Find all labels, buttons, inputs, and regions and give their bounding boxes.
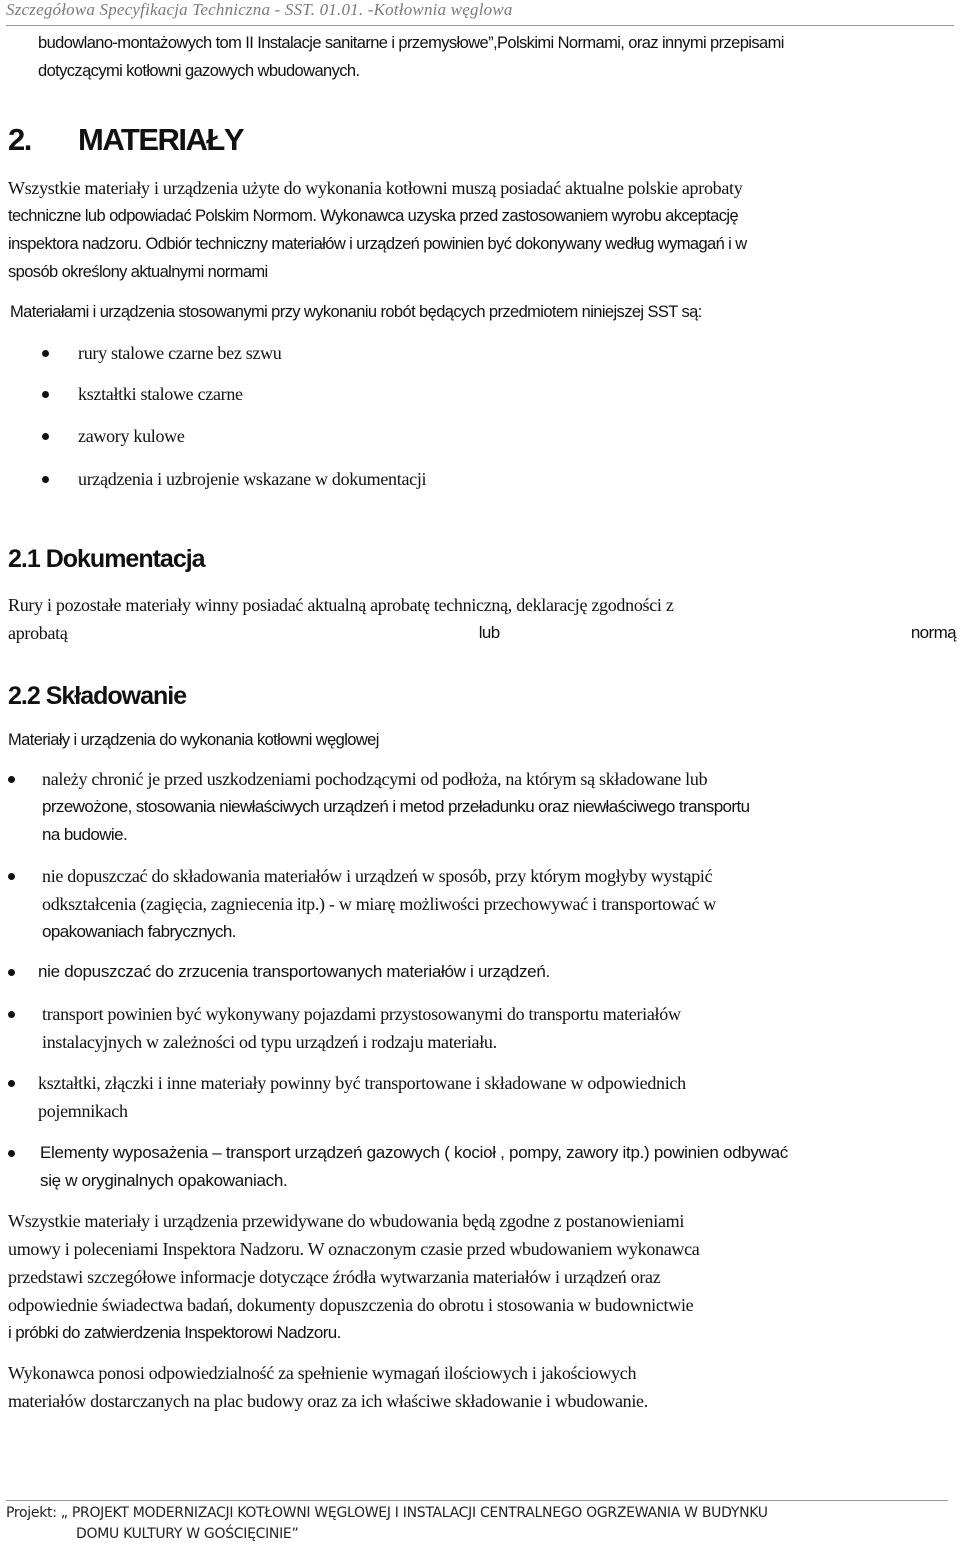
intro-line-1: budowlano-montażowych tom II Instalacje sanitarne i przemysłowe”,Polskimi Normami, oraz innymi przepisami xyxy=(38,34,784,52)
list-item: urządzenia i uzbrojenie wskazane w dokumentacji xyxy=(78,469,427,489)
section-2-paragraph xyxy=(8,174,958,286)
bullet-icon xyxy=(8,776,15,783)
list-item xyxy=(38,1069,953,1125)
intro-line-2: dotyczącymi kotłowni gazowych wbudowanych. xyxy=(38,62,360,80)
paragraph-line: i próbki do zatwierdzenia Inspektorowi Nadzoru. xyxy=(8,1323,341,1342)
paragraph-line: umowy i poleceniami Inspektora Nadzoru. W oznaczonym czasie przed wbudowaniem wykonawca xyxy=(8,1239,700,1259)
item-line: kształtki, złączki i inne materiały powinny być transportowane i składowane w odpowiednich xyxy=(38,1073,686,1093)
item-line: opakowaniach fabrycznych. xyxy=(42,922,236,941)
item-line: nie dopuszczać do zrzucenia transportowanych materiałów i urządzeń. xyxy=(38,962,550,981)
list-item xyxy=(40,1139,955,1195)
bullet-icon xyxy=(8,969,15,976)
paragraph-line: przedstawi szczegółowe informacje dotyczące źródła wytwarzania materiałów i urządzeń oraz xyxy=(8,1267,661,1287)
storage-intro: Materiały i urządzenia do wykonania kotłowni węglowej xyxy=(8,731,379,749)
final-paragraph-2 xyxy=(8,1359,956,1415)
item-line: pojemnikach xyxy=(38,1101,128,1121)
intro-continuation xyxy=(38,29,958,85)
item-line: Elementy wyposażenia – transport urządzeń gazowych ( kocioł , pompy, zawory itp.) powinien odbywać xyxy=(40,1143,788,1162)
bullet-icon xyxy=(42,391,49,398)
list-item xyxy=(42,1000,957,1056)
item-line: odkształcenia (zagięcia, zagniecenia itp.) - w miarę możliwości przechowywać i transportować w xyxy=(42,894,716,914)
item-line: się w oryginalnych opakowaniach. xyxy=(40,1171,288,1190)
header-rule xyxy=(6,25,954,26)
section-2-1-paragraph xyxy=(8,591,956,647)
list-item xyxy=(38,958,953,986)
bullet-icon xyxy=(42,433,49,440)
word: aprobatą xyxy=(8,623,68,643)
list-item xyxy=(42,765,957,849)
section-2-title: MATERIAŁY xyxy=(78,122,244,157)
bullet-icon xyxy=(8,1011,15,1018)
bullet-icon xyxy=(42,476,49,483)
section-2-heading xyxy=(8,122,243,158)
item-line: przewożone, stosowania niewłaściwych urządzeń i metod przeładunku oraz niewłaściwego transportu xyxy=(42,797,750,816)
footer-line-2: DOMU KULTURY W GOŚCIĘCINIE” xyxy=(76,1526,299,1542)
paragraph-line: Wszystkie materiały i urządzenia przewidywane do wbudowania będą zgodne z postanowieniami xyxy=(8,1211,685,1231)
list-item: rury stalowe czarne bez szwu xyxy=(78,343,282,363)
paragraph-line: Rury i pozostałe materiały winny posiadać aktualną aprobatę techniczną, deklarację zgodności z xyxy=(8,595,674,615)
footer-line-1: Projekt: „ PROJEKT MODERNIZACJI KOTŁOWNI WĘGLOWEJ I INSTALACJI CENTRALNEGO OGRZEWANIA W BUDYNKU xyxy=(6,1505,768,1521)
section-2-2-heading: 2.2 Składowanie xyxy=(8,682,187,710)
paragraph-line: sposób określony aktualnymi normami xyxy=(8,263,268,281)
bullet-icon xyxy=(8,1080,15,1087)
footer-rule xyxy=(6,1500,948,1501)
list-item xyxy=(42,862,957,946)
paragraph-line: materiałów dostarczanych na plac budowy oraz za ich właściwe składowanie i wbudowanie. xyxy=(8,1391,648,1411)
item-line: na budowie. xyxy=(42,825,128,844)
list-item: kształtki stalowe czarne xyxy=(78,384,243,404)
bullet-icon xyxy=(42,350,49,357)
final-paragraph-1 xyxy=(8,1207,956,1347)
materials-intro: Materiałami i urządzenia stosowanymi przy wykonaniu robót będących przedmiotem niniejszej SST są: xyxy=(10,303,702,321)
list-item: zawory kulowe xyxy=(78,426,185,446)
section-2-1-heading: 2.1 Dokumentacja xyxy=(8,545,205,573)
paragraph-line: odpowiednie świadectwa badań, dokumenty dopuszczenia do obrotu i stosowania w budownictwie xyxy=(8,1295,694,1315)
word: normą xyxy=(910,623,956,642)
bullet-icon xyxy=(8,873,15,880)
bullet-icon xyxy=(8,1150,15,1157)
section-2-number: 2. xyxy=(8,122,31,157)
paragraph-line-justified xyxy=(8,619,956,647)
paragraph-line: techniczne lub odpowiadać Polskim Normom. Wykonawca uzyska przed zastosowaniem wyrobu akceptację xyxy=(8,207,739,225)
paragraph-line: Wszystkie materiały i urządzenia użyte do wykonania kotłowni muszą posiadać aktualne polskie aprobaty xyxy=(8,178,743,198)
item-line: należy chronić je przed uszkodzeniami pochodzącymi od podłoża, na którym są składowane lub xyxy=(42,769,708,789)
item-line: transport powinien być wykonywany pojazdami przystosowanymi do transportu materiałów xyxy=(42,1004,681,1024)
item-line: instalacyjnych w zależności od typu urządzeń i rodzaju materiału. xyxy=(42,1032,497,1052)
paragraph-line: Wykonawca ponosi odpowiedzialność za spełnienie wymagań ilościowych i jakościowych xyxy=(8,1363,637,1383)
item-line: nie dopuszczać do składowania materiałów i urządzeń w sposób, przy którym mogłyby wystąpić xyxy=(42,866,713,886)
word: lub xyxy=(478,623,500,642)
running-header: Szczegółowa Specyfikacja Techniczna - SST. 01.01. -Kotłownia węglowa xyxy=(6,0,513,19)
paragraph-line: inspektora nadzoru. Odbiór techniczny materiałów i urządzeń powinien być dokonywany według wymagań i w xyxy=(8,235,747,253)
footer xyxy=(6,1503,768,1545)
